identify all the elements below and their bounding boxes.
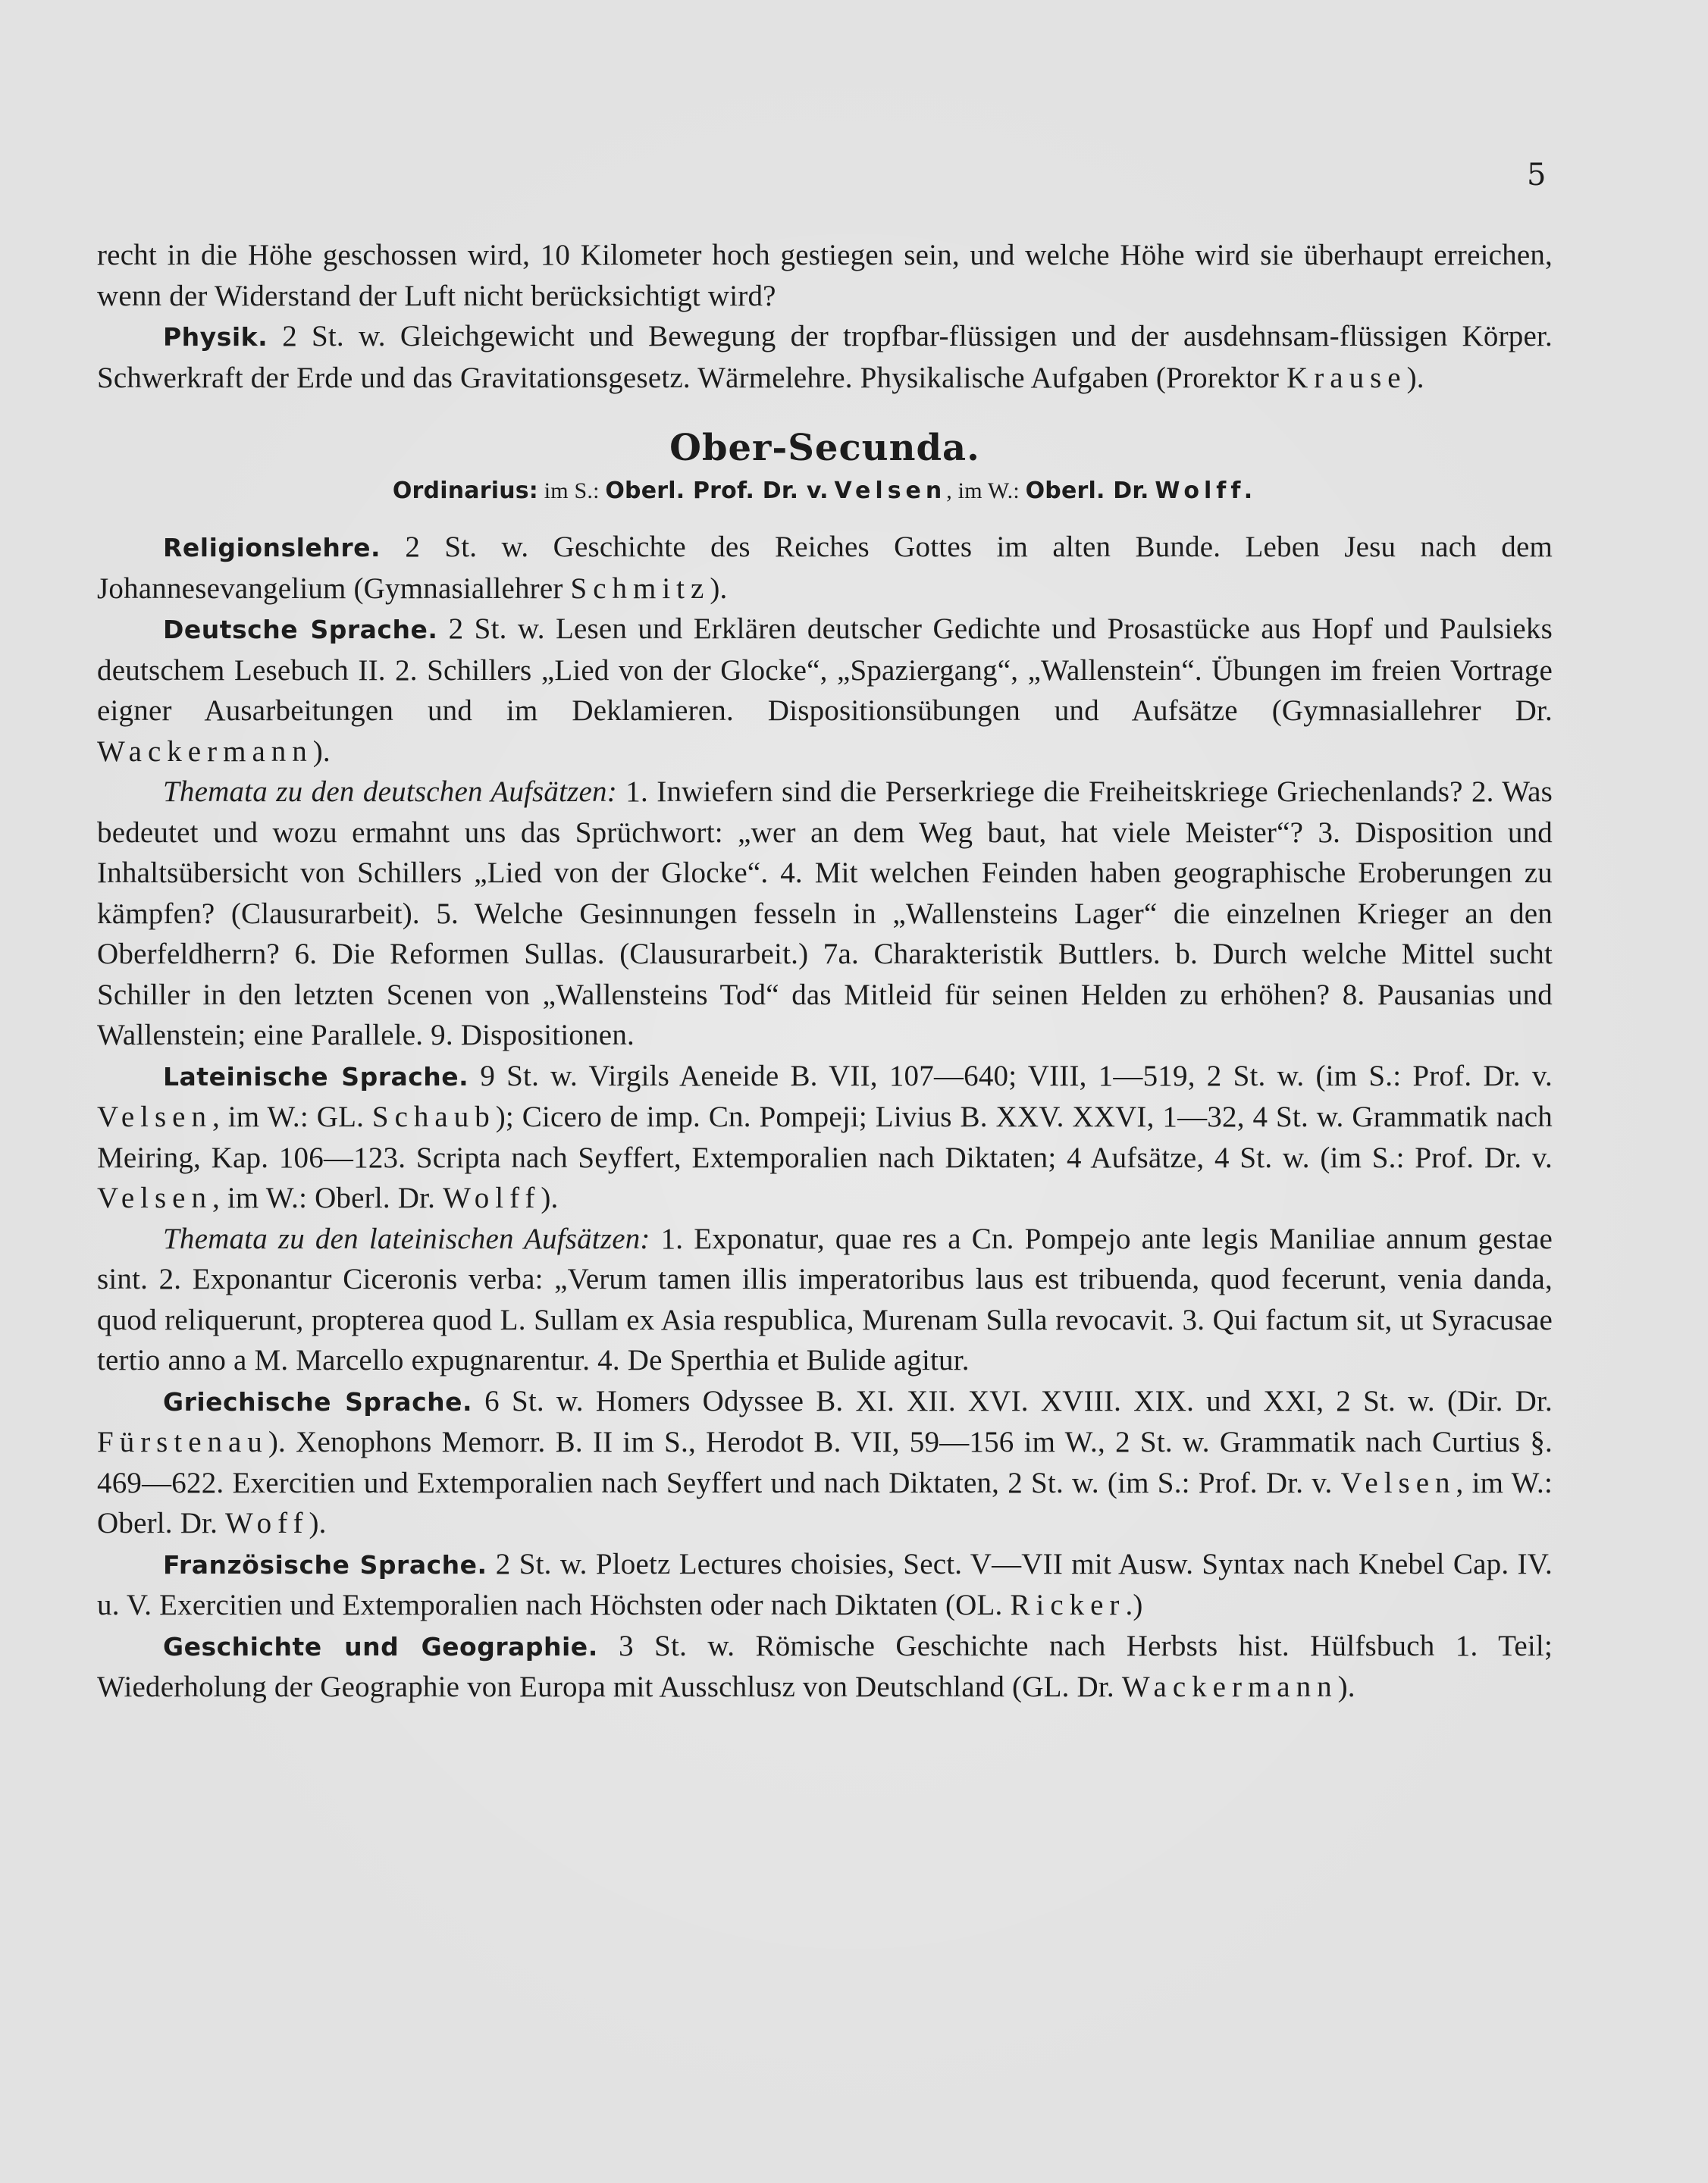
griechisch-text-3: , im W.: Oberl. Dr. (97, 1466, 1553, 1539)
deutsch-teacher: Wackermann (97, 734, 313, 768)
ordinarius-summer: im S.: (538, 478, 606, 503)
physik-text: 2 St. w. Gleichgewicht und Bewegung der tropfbar-flüssigen und der ausdehnsam-flüssigen Körper. Schwerkraft der Erde und das Gravitationsgesetz. Wärmelehre. Physikalische Aufgaben (Prorektor (97, 320, 1553, 394)
subject-label-griechisch: Griechische Sprache. (163, 1386, 473, 1417)
ordinarius-line (97, 472, 1553, 510)
latein-text-4: , im W.: Oberl. Dr. (212, 1182, 443, 1214)
latein-text-2: , im W.: GL. (212, 1101, 372, 1133)
body-text (97, 235, 1553, 1708)
geschichte-paragraph (97, 1626, 1553, 1708)
ordinarius-winter: , im W.: (946, 478, 1026, 503)
section-title: Ober-Secunda. (669, 427, 980, 469)
subject-label-geschichte: Geschichte und Geographie. (163, 1631, 598, 1662)
latein-text-3: ); Cicero de imp. Cn. Pompeji; Livius B. XXV. XXVI, 1—32, 4 St. w. Grammatik nach Meiring, Kap. 106—123. Scripta nach Seyffert, Extemporalien nach Diktaten; 4 Aufsätze, 4 St. w. (im S.: Prof. Dr. v. (97, 1101, 1553, 1174)
subject-label-franzoesisch: Französische Sprache. (163, 1549, 487, 1580)
latein-themata-label: Themata zu den lateinischen Aufsätzen: (163, 1222, 650, 1255)
page-number: 5 (1527, 158, 1547, 193)
griechisch-name-3: Woff (225, 1507, 309, 1539)
ordinarius-summer-name: Velsen (834, 478, 947, 504)
ordinarius-summer-title: Oberl. Prof. Dr. v. (605, 478, 829, 504)
subject-label-religion: Religionslehre. (163, 533, 381, 562)
latein-themata-paragraph (97, 1219, 1553, 1381)
physik-teacher: Krause (1286, 361, 1407, 394)
religion-text: 2 St. w. Geschichte des Reiches Gottes im alten Bunde. Leben Jesu nach dem Johannesevangelium (Gymnasiallehrer (97, 531, 1553, 605)
intro-text: recht in die Höhe geschossen wird, 10 Kilometer hoch gestiegen sein, und welche Höhe wird sie überhaupt erreichen, wenn der Widerstand der Luft nicht berücksichtigt wird? (97, 239, 1553, 312)
subject-label-latein: Lateinische Sprache. (163, 1061, 469, 1092)
subject-label-deutsch: Deutsche Sprache. (163, 615, 438, 644)
griechisch-end: ). (309, 1507, 327, 1539)
religion-end: ). (710, 572, 728, 605)
deutsch-text: 2 St. w. Lesen und Erklären deutscher Gedichte und Prosastücke aus Hopf und Paulsieks deutschem Lesebuch II. 2. Schillers „Lied von der Glocke“, „Spaziergang“, „Wallenstein“. Übungen im freien Vortrage eigner Ausarbeitungen und im Deklamieren. Dispositionsübungen und Aufsätze (Gymnasiallehrer Dr. (97, 612, 1553, 727)
physik-paragraph (97, 316, 1553, 398)
geschichte-end: ). (1337, 1671, 1355, 1703)
physik-end: ). (1406, 361, 1424, 394)
franzoesisch-teacher: Ricker (1010, 1589, 1126, 1621)
latein-name-3: Velsen (97, 1182, 212, 1214)
latein-name-1: Velsen (97, 1101, 212, 1133)
griechisch-name-1: Fürstenau (97, 1426, 268, 1458)
ordinarius-label: Ordinarius: (392, 478, 539, 504)
latein-name-2: Schaub (371, 1101, 496, 1133)
franzoesisch-paragraph (97, 1544, 1553, 1626)
ordinarius-winter-name: Wolff. (1155, 478, 1258, 504)
latein-end: ). (541, 1182, 559, 1214)
ordinarius-winter-title: Oberl. Dr. (1025, 478, 1149, 504)
latein-name-4: Wolff (443, 1182, 541, 1214)
griechisch-text-1: 6 St. w. Homers Odyssee B. XI. XII. XVI. XVIII. XIX. und XXI, 2 St. w. (Dir. Dr. (472, 1384, 1553, 1417)
franzoesisch-text: 2 St. w. Ploetz Lectures choisies, Sect. V—VII mit Ausw. Syntax nach Knebel Cap. IV. u. V. Exercitien und Extemporalien nach Höchsten oder nach Diktaten (OL. (97, 1547, 1553, 1621)
latein-text-1: 9 St. w. Virgils Aeneide B. VII, 107—640; VIII, 1—519, 2 St. w. (im S.: Prof. Dr. v. (469, 1059, 1553, 1092)
deutsch-themata-paragraph (97, 772, 1553, 1056)
deutsch-paragraph (97, 609, 1553, 772)
religion-teacher: Schmitz (570, 572, 710, 605)
deutsch-end: ). (312, 734, 331, 768)
griechisch-text-2: ). Xenophons Memorr. B. II im S., Herodot B. VII, 59—156 im W., 2 St. w. Grammatik nach Curtius §. 469—622. Exercitien und Extemporalien nach Seyffert und nach Diktaten, 2 St. w. (im S.: Prof. Dr. v. (97, 1426, 1553, 1499)
intro-paragraph (97, 235, 1553, 316)
deutsch-themata-text: 1. Inwiefern sind die Perserkriege die Freiheitskriege Griechenlands? 2. Was bedeutet und wozu ermahnt uns das Sprüchwort: „wer an dem Weg baut, hat viele Meister“? 3. Disposition und Inhaltsübersicht von Schillers „Lied von der Glocke“. 4. Mit welchen Feinden haben geographische Eroberungen zu kämpfen? (Clausurarbeit). 5. Welche Gesinnungen fesseln in „Wallensteins Lager“ die einzelnen Krieger an den Oberfeldherrn? 6. Die Reformen Sullas. (Clausurarbeit.) 7a. Charakteristik Buttlers. b. Durch welche Mittel sucht Schiller in den letzten Scenen von „Wallensteins Tod“ das Mitleid für seinen Helden zu erhöhen? 8. Pausanias und Wallenstein; eine Parallele. 9. Dispositionen. (97, 775, 1553, 1051)
griechisch-paragraph (97, 1381, 1553, 1544)
franzoesisch-end: .) (1125, 1589, 1143, 1621)
subject-label-physik: Physik. (163, 322, 268, 352)
religion-paragraph (97, 527, 1553, 609)
latein-themata-text: 1. Exponatur, quae res a Cn. Pompejo ante legis Maniliae annum gestae sint. 2. Exponantur Ciceronis verba: „Verum tamen illis imperatoribus laus est tribuenda, quod fecerunt, venia danda, quod reliquerunt, propterea quod L. Sullam ex Asia respublica, Murenam Sulla revocavit. 3. Qui factum sit, ut Syracusae tertio anno a M. Marcello expugnarentur. 4. De Sperthia et Bulide agitur. (97, 1222, 1553, 1377)
geschichte-text: 3 St. w. Römische Geschichte nach Herbsts hist. Hülfsbuch 1. Teil; Wiederholung der Geographie von Europa mit Ausschlusz von Deutschland (GL. Dr. (97, 1629, 1553, 1703)
geschichte-teacher: Wackermann (1121, 1671, 1338, 1703)
griechisch-name-2: Velsen (1340, 1466, 1456, 1499)
latein-paragraph (97, 1056, 1553, 1219)
deutsch-themata-label: Themata zu den deutschen Aufsätzen: (163, 775, 617, 808)
